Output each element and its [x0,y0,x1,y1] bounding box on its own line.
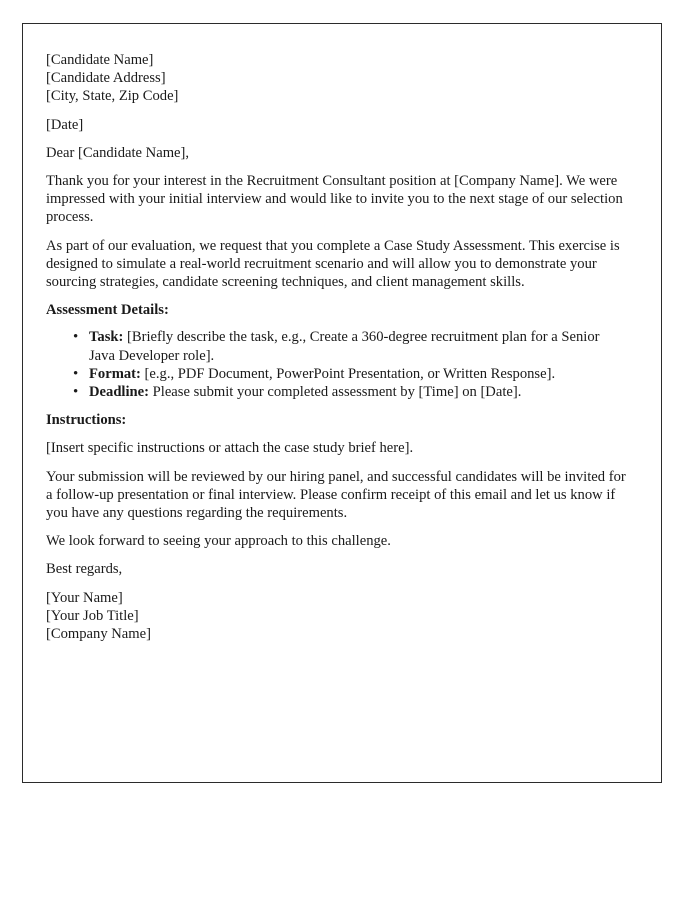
list-item [89,383,628,401]
recipient-name-line: [Candidate Name] [46,52,154,68]
assessment-details-list [46,328,628,401]
paragraph-intro: Thank you for your interest in the Recruitment Consultant position at [Company Name]. We were impressed with your initial interview and would like to invite you to the next stage of our selection process. [46,173,623,226]
spacer-after-review [46,522,628,532]
spacer-before-details-list [46,319,628,328]
paragraph-closing-statement: We look forward to seeing your approach to this challenge. [46,533,391,550]
detail-label-format: Format: [89,365,141,382]
paragraph-evaluation: As part of our evaluation, we request that you complete a Case Study Assessment. This exercise is designed to simulate a real-world recruitment scenario and will allow you to demonstrate your sourcing strategies, candidate screening techniques, and client management skills. [46,237,620,291]
recipient-street-line: [Candidate Address] [46,70,166,87]
date-line: [Date] [46,116,84,133]
signature-company-line: [Company Name] [46,626,151,643]
detail-text-task: [Briefly describe the task, e.g., Create a 360-degree recruitment plan for a Senior Java Developer role]. [89,329,600,364]
list-item [89,328,628,364]
detail-label-deadline: Deadline: [89,384,149,401]
signoff-closing: Best regards, [46,561,123,578]
recipient-city-line: [City, State, Zip Code] [46,88,179,105]
instructions-heading: Instructions: [46,412,127,429]
spacer-after-instructions-heading [46,429,628,439]
list-item [89,365,628,383]
spacer-before-signoff [46,550,628,560]
signature-title-line: [Your Job Title] [46,607,139,624]
signature-block [46,589,628,644]
spacer-after-evaluation [46,291,628,301]
spacer-after-details-list [46,401,628,411]
spacer-after-signoff-closing [46,579,628,589]
spacer-after-address [46,106,628,116]
detail-text-deadline: Please submit your completed assessment by [Time] on [Date]. [152,384,522,401]
spacer-after-salutation [46,162,628,172]
detail-text-format: [e.g., PDF Document, PowerPoint Presentation, or Written Response]. [144,365,556,382]
detail-label-task: Task: [89,329,124,346]
signature-name-line: [Your Name] [46,589,123,606]
letter-content [46,51,628,643]
salutation-line: Dear [Candidate Name], [46,144,190,161]
assessment-details-heading: Assessment Details: [46,302,169,319]
spacer-after-date [46,134,628,144]
letter-page-border [22,23,662,783]
paragraph-review: Your submission will be reviewed by our hiring panel, and successful candidates will be invited for a follow-up presentation or final interview. Please confirm receipt of this email and let us know if you have any questions regarding the requirements. [46,468,626,522]
recipient-address-block [46,51,628,106]
spacer-after-intro [46,227,628,237]
spacer-after-instructions-body [46,458,628,468]
paragraph-instructions-body: [Insert specific instructions or attach the case study brief here]. [46,440,414,457]
